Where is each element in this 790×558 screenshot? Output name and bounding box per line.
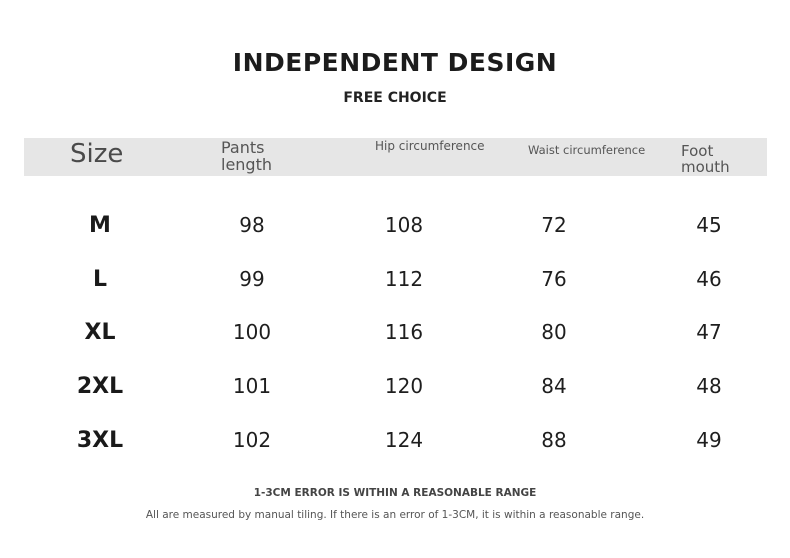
cell-waist-circumference: 88 xyxy=(541,428,567,452)
error-note: All are measured by manual tiling. If there is an error of 1-3CM, it is within a reasonable range. xyxy=(145,509,645,521)
cell-foot-mouth: 45 xyxy=(696,213,722,237)
table-row xyxy=(0,320,790,350)
column-header-foot-line-2: mouth xyxy=(681,157,730,176)
cell-pants-length: 100 xyxy=(232,320,272,344)
cell-size: XL xyxy=(84,320,116,345)
cell-foot-mouth: 49 xyxy=(696,428,722,452)
column-header-pants-line-2: length xyxy=(221,154,272,174)
cell-waist-circumference: 76 xyxy=(541,267,567,291)
cell-pants-length: 101 xyxy=(232,374,272,398)
page-subtitle: FREE CHOICE xyxy=(343,90,447,106)
table-row xyxy=(0,267,790,297)
cell-size: L xyxy=(92,267,108,292)
column-header-foot-line-1: Foot xyxy=(681,142,714,160)
column-header-pants-length xyxy=(221,140,301,174)
table-row xyxy=(0,213,790,243)
cell-foot-mouth: 46 xyxy=(696,267,722,291)
cell-waist-circumference: 84 xyxy=(541,374,567,398)
cell-hip-circumference: 120 xyxy=(384,374,424,398)
cell-hip-circumference: 112 xyxy=(384,267,424,291)
cell-pants-length: 102 xyxy=(232,428,272,452)
page-title: INDEPENDENT DESIGN xyxy=(232,48,558,77)
table-row xyxy=(0,428,790,458)
error-note-title: 1-3CM ERROR IS WITHIN A REASONABLE RANGE xyxy=(253,487,537,499)
table-row xyxy=(0,374,790,404)
cell-foot-mouth: 47 xyxy=(696,320,722,344)
column-header-pants-line-1: Pants xyxy=(221,138,265,157)
cell-pants-length: 98 xyxy=(239,213,265,237)
cell-hip-circumference: 116 xyxy=(384,320,424,344)
column-header-hip-circumference: Hip circumference xyxy=(375,139,485,153)
cell-hip-circumference: 108 xyxy=(384,213,424,237)
column-header-foot-mouth xyxy=(681,144,751,176)
cell-waist-circumference: 72 xyxy=(541,213,567,237)
cell-size: 2XL xyxy=(76,374,124,399)
cell-foot-mouth: 48 xyxy=(696,374,722,398)
cell-size: 3XL xyxy=(76,428,124,453)
cell-size: M xyxy=(89,213,111,238)
cell-waist-circumference: 80 xyxy=(541,320,567,344)
column-header-size: Size xyxy=(70,139,124,169)
cell-hip-circumference: 124 xyxy=(384,428,424,452)
cell-pants-length: 99 xyxy=(239,267,265,291)
column-header-waist-circumference: Waist circumference xyxy=(528,143,646,157)
